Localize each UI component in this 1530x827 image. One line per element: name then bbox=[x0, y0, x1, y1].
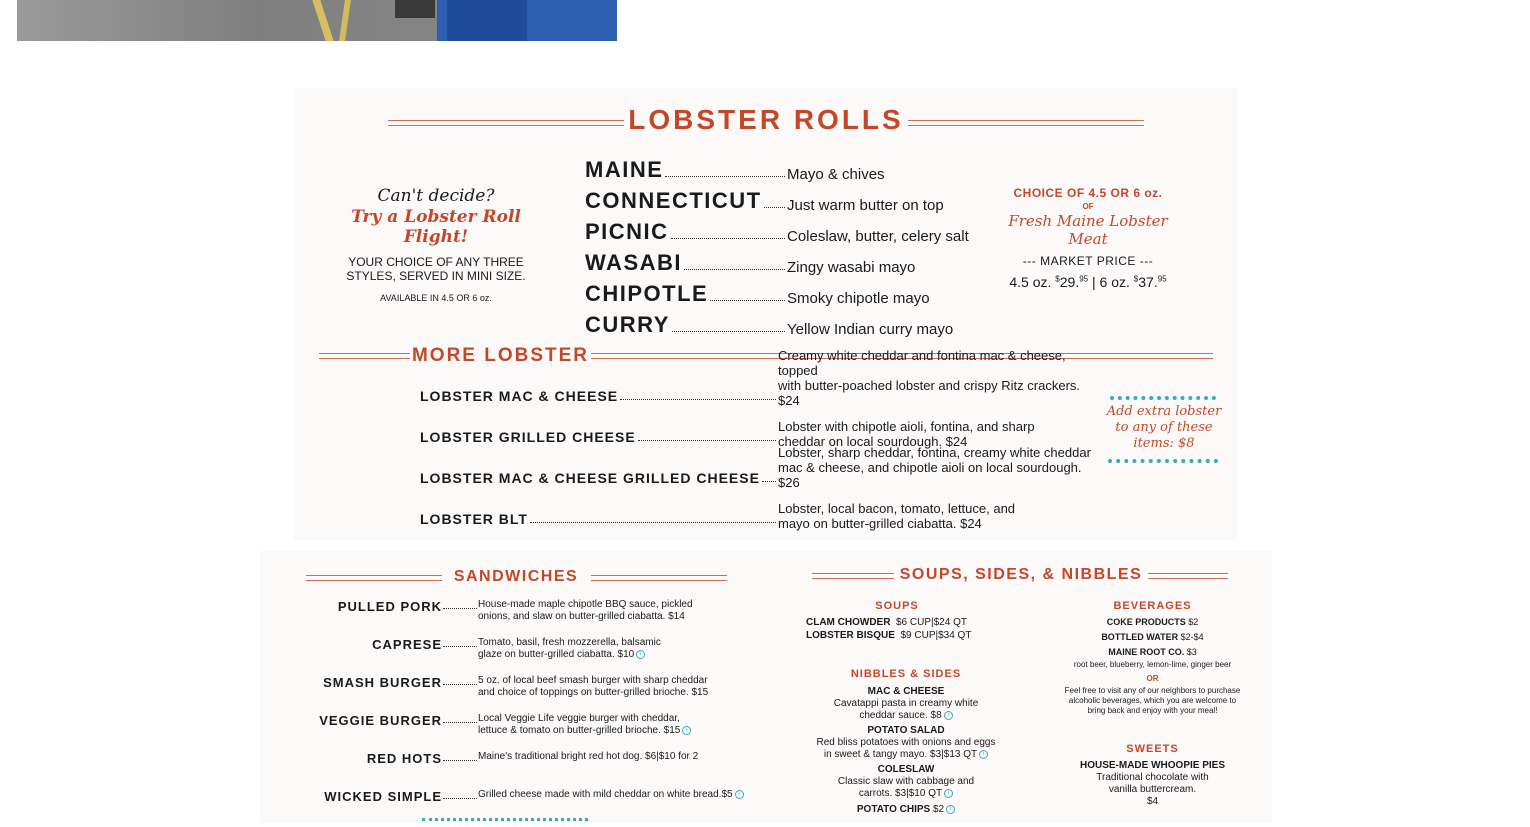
root-flavors: root beer, blueberry, lemon-lime, ginger beer bbox=[1073, 660, 1232, 669]
beverages-column bbox=[1055, 600, 1250, 716]
more-item-name: LOBSTER BLT bbox=[420, 511, 528, 527]
sw-rule-right bbox=[591, 575, 727, 581]
more-item-desc: Lobster, local bacon, tomato, lettuce, and mayo on butter-grilled ciabatta. $24 bbox=[778, 501, 1016, 531]
soup-item: LOBSTER BISQUE $9 CUP|$34 QT bbox=[806, 630, 972, 641]
info-icon: i bbox=[735, 790, 744, 799]
sandwich-item bbox=[300, 675, 745, 713]
flight-desc1: YOUR CHOICE OF ANY THREE bbox=[348, 255, 524, 269]
add-extra-lobster: Add extra lobster to any of these items: $8 bbox=[1106, 404, 1222, 451]
roll-desc: Coleslaw, butter, celery salt bbox=[787, 228, 969, 245]
price2-label: 6 oz. bbox=[1099, 274, 1130, 290]
sweets-column bbox=[1055, 743, 1250, 808]
choice-line1: CHOICE OF 4.5 OR 6 oz. bbox=[1013, 186, 1163, 200]
bev-or: OR bbox=[1146, 674, 1159, 683]
sandwich-item bbox=[300, 599, 745, 637]
bev-item: MAINE ROOT CO. $3 bbox=[1108, 647, 1197, 657]
sweets-heading: SWEETS bbox=[1126, 743, 1179, 755]
flight-line2: Try a Lobster Roll Flight! bbox=[351, 207, 521, 247]
flight-line1: Can't decide? bbox=[377, 186, 495, 206]
title-rule-left bbox=[388, 120, 624, 126]
roll-name: WASABI bbox=[585, 250, 682, 275]
sandwich-item bbox=[300, 751, 745, 789]
lobster-rolls-title: LOBSTER ROLLS bbox=[628, 104, 904, 135]
teal-dots-bottom bbox=[1108, 459, 1218, 463]
sandwich-item bbox=[300, 637, 745, 675]
sandwich-desc: Grilled cheese made with mild cheddar on white bread.$5 i bbox=[478, 789, 744, 827]
info-icon: i bbox=[636, 650, 645, 659]
sandwich-name: PULLED PORK bbox=[337, 599, 442, 614]
info-icon: i bbox=[946, 805, 955, 814]
roll-item bbox=[585, 245, 975, 276]
more-item bbox=[420, 408, 1100, 449]
roll-desc: Smoky chipotle mayo bbox=[787, 290, 930, 307]
roll-item bbox=[585, 152, 975, 183]
roll-item bbox=[585, 307, 975, 338]
sandwich-list bbox=[300, 599, 745, 827]
teal-dots-sandwich bbox=[422, 818, 588, 821]
price1-cents: 95 bbox=[1079, 274, 1089, 284]
more-item-desc: Lobster, sharp cheddar, fontina, creamy white cheddar mac & cheese, and chipotle aioli on local sourdough. $26 bbox=[778, 445, 1091, 490]
sandwich-desc: Local Veggie Life veggie burger with cheddar, lettuce & tomato on butter-grilled brioche. $15 i bbox=[478, 713, 691, 751]
soups-column bbox=[806, 600, 1006, 641]
roll-flight-callout bbox=[320, 186, 552, 303]
roll-name: CURRY bbox=[585, 312, 670, 337]
roll-desc: Yellow Indian curry mayo bbox=[787, 321, 954, 338]
market-price: --- MARKET PRICE --- bbox=[1022, 254, 1154, 268]
roll-desc: Just warm butter on top bbox=[787, 197, 944, 214]
flight-desc2: STYLES, SERVED IN MINI SIZE. bbox=[346, 269, 526, 283]
soups-heading: SOUPS bbox=[875, 600, 919, 612]
sandwich-name: CAPRESE bbox=[372, 637, 442, 652]
soup-item: CLAM CHOWDER $6 CUP|$24 QT bbox=[806, 617, 967, 628]
bev-item: BOTTLED WATER $2-$4 bbox=[1101, 632, 1204, 642]
soups-title: SOUPS, SIDES, & NIBBLES bbox=[899, 566, 1143, 583]
sandwich-desc: Tomato, basil, fresh mozzerella, balsamic glaze on butter-grilled ciabatta. $10 i bbox=[478, 637, 661, 660]
price2-cents: 95 bbox=[1157, 274, 1167, 284]
flight-note: AVAILABLE IN 4.5 OR 6 oz. bbox=[380, 293, 492, 303]
more-item bbox=[420, 445, 1100, 490]
nibble-item: COLESLAW Classic slaw with cabbage and carrots. $3|$10 QT i bbox=[837, 764, 975, 799]
roll-desc: Zingy wasabi mayo bbox=[787, 259, 916, 276]
info-icon: i bbox=[944, 789, 953, 798]
sandwich-name: SMASH BURGER bbox=[323, 675, 442, 690]
choice-or: OF bbox=[1082, 202, 1094, 211]
lobster-roll-list bbox=[585, 152, 975, 338]
nibble-item: POTATO SALAD Red bliss potatoes with onions and eggs in sweet & tangy mayo. $3|$13 QT i bbox=[816, 725, 996, 760]
more-lobster-title: MORE LOBSTER bbox=[411, 345, 590, 366]
roll-desc: Mayo & chives bbox=[787, 166, 885, 183]
roll-name: CONNECTICUT bbox=[585, 188, 762, 213]
price1-label: 4.5 oz. bbox=[1009, 274, 1052, 290]
sandwich-item bbox=[300, 713, 745, 751]
bev-item: COKE PRODUCTS $2 bbox=[1106, 617, 1199, 627]
sw-rule-left bbox=[306, 575, 442, 581]
sandwich-name: VEGGIE BURGER bbox=[319, 713, 442, 728]
more-item-desc: Lobster with chipotle aioli, fontina, and sharp cheddar on local sourdough. $24 bbox=[778, 419, 1035, 449]
price1-sym: $ bbox=[1055, 274, 1060, 284]
roll-name: MAINE bbox=[585, 157, 664, 182]
more-item-name: LOBSTER GRILLED CHEESE bbox=[420, 429, 636, 445]
sandwich-desc: 5 oz. of local beef smash burger with sharp cheddar and choice of toppings on butter-grilled brioche. $15 bbox=[478, 675, 709, 698]
more-item-name: LOBSTER MAC & CHEESE GRILLED CHEESE bbox=[420, 470, 760, 486]
title-rule-right bbox=[908, 120, 1144, 126]
sandwich-name: WICKED SIMPLE bbox=[324, 789, 442, 804]
sandwich-name: RED HOTS bbox=[366, 751, 442, 766]
sandwich-desc: House-made maple chipotle BBQ sauce, pickled onions, and slaw on butter-grilled ciabatta. $14 bbox=[478, 599, 693, 622]
price-sep: | bbox=[1092, 274, 1096, 290]
nibble-item: MAC & CHEESE Cavatappi pasta in creamy white cheddar sauce. $8 i bbox=[833, 686, 979, 721]
more-item bbox=[420, 490, 1100, 531]
teal-dots-top bbox=[1110, 396, 1216, 400]
nibbles-column bbox=[806, 668, 1006, 816]
sandwich-item bbox=[300, 789, 745, 827]
info-icon: i bbox=[979, 750, 988, 759]
info-icon: i bbox=[682, 726, 691, 735]
beverages-heading: BEVERAGES bbox=[1113, 600, 1192, 612]
roll-name: PICNIC bbox=[585, 219, 669, 244]
soups-rule-left bbox=[812, 573, 894, 579]
more-item-name: LOBSTER MAC & CHEESE bbox=[420, 388, 619, 404]
lobster-meat-choice bbox=[995, 186, 1181, 290]
price-line bbox=[995, 274, 1181, 290]
roll-item bbox=[585, 183, 975, 214]
price2-whole: 37. bbox=[1138, 274, 1158, 290]
price1-whole: 29. bbox=[1059, 274, 1080, 290]
nibble-item: POTATO CHIPS $2 i bbox=[806, 804, 1006, 816]
soups-rule-right bbox=[1148, 573, 1228, 579]
roll-name: CHIPOTLE bbox=[585, 281, 709, 306]
choice-meat: Fresh Maine Lobster Meat bbox=[1008, 212, 1168, 248]
sandwiches-title: SANDWICHES bbox=[453, 568, 579, 585]
roll-item bbox=[585, 214, 975, 245]
more-rule-left bbox=[319, 353, 410, 359]
more-item-desc: Creamy white cheddar and fontina mac & cheese, topped with butter-poached lobster and crispy Ritz crackers. $24 bbox=[778, 348, 1081, 408]
info-icon: i bbox=[944, 711, 953, 720]
restaurant-photo bbox=[17, 0, 617, 41]
roll-item bbox=[585, 276, 975, 307]
nibbles-heading: NIBBLES & SIDES bbox=[850, 668, 962, 680]
neighbors-note: Feel free to visit any of our neighbors to purchase alcoholic beverages, which you are welcome to bring back and enjoy with your meal! bbox=[1064, 686, 1241, 715]
price2-sym: $ bbox=[1133, 274, 1139, 284]
sandwich-desc: Maine's traditional bright red hot dog. $6|$10 for 2 bbox=[478, 751, 699, 762]
sweets-item: HOUSE-MADE WHOOPIE PIES Traditional chocolate with vanilla buttercream. $4 bbox=[1079, 760, 1225, 807]
